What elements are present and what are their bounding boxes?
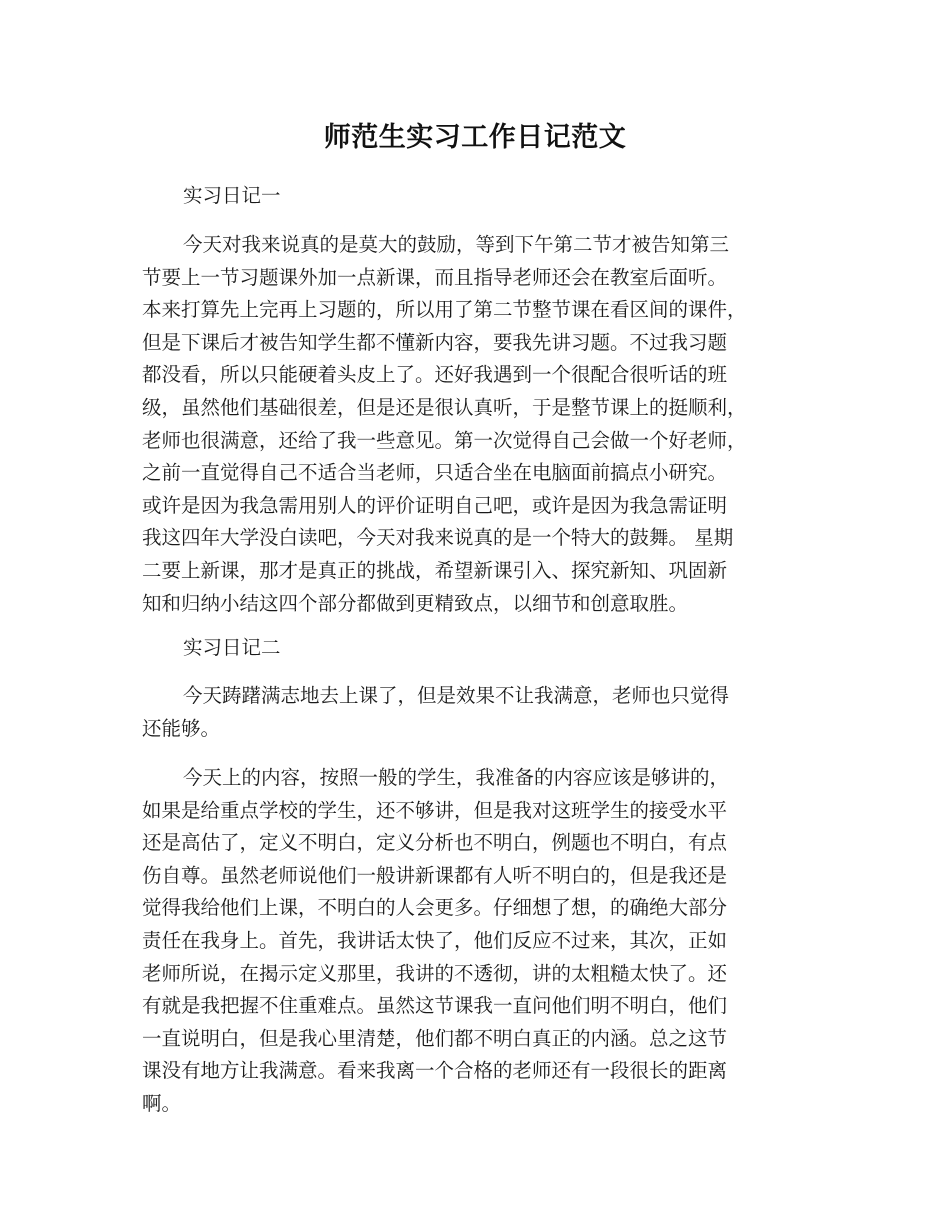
paragraph-line: 级，虽然他们基础很差，但是还是很认真听，于是整节课上的挺顺利， — [142, 395, 747, 419]
diary-two-heading: 实习日记二 — [183, 636, 281, 659]
paragraph-line: 今天对我来说真的是莫大的鼓励，等到下午第二节才被告知第三 — [183, 233, 730, 256]
paragraph-line: 二要上新课，那才是真正的挑战，希望新课引入、探究新知、巩固新 — [142, 558, 728, 582]
paragraph-line: 之前一直觉得自己不适合当老师，只适合坐在电脑面前搞点小研究。 — [142, 461, 728, 485]
paragraph-line: 或许是因为我急需用别人的评价证明自己吧，或许是因为我急需证明 — [142, 493, 728, 517]
paragraph-line: 啊。 — [142, 1091, 182, 1115]
paragraph-line: 责任在我身上。首先，我讲话太快了，他们反应不过来，其次，正如 — [142, 928, 728, 952]
paragraph-line: 如果是给重点学校的学生，还不够讲，但是我对这班学生的接受水平 — [142, 798, 728, 822]
paragraph-line: 觉得我给他们上课，不明白的人会更多。仔细想了想，的确绝大部分 — [142, 896, 728, 920]
paragraph-line: 今天踌躇满志地去上课了，但是效果不让我满意，老师也只觉得 — [183, 684, 730, 707]
diary-two-paragraph-2 — [142, 762, 832, 1121]
paragraph-line: 课没有地方让我满意。看来我离一个合格的老师还有一段很长的距离 — [142, 1059, 728, 1083]
paragraph-line: 本来打算先上完再上习题的，所以用了第二节整节课在看区间的课件， — [142, 298, 747, 322]
diary-one-paragraph — [142, 229, 832, 620]
paragraph-line: 老师所说，在揭示定义那里，我讲的不透彻，讲的太粗糙太快了。还 — [142, 961, 728, 985]
diary-two-paragraph-1 — [142, 680, 832, 745]
paragraph-line: 老师也很满意，还给了我一些意见。第一次觉得自己会做一个好老师， — [142, 428, 747, 452]
paragraph-line: 一直说明白，但是我心里清楚，他们都不明白真正的内涵。总之这节 — [142, 1026, 728, 1050]
paragraph-line: 但是下课后才被告知学生都不懂新内容，要我先讲习题。不过我习题 — [142, 330, 728, 354]
paragraph-line: 伤自尊。虽然老师说他们一般讲新课都有人听不明白的，但是我还是 — [142, 863, 728, 887]
paragraph-line: 还能够。 — [142, 716, 221, 740]
paragraph-line: 我这四年大学没白读吧，今天对我来说真的是一个特大的鼓舞。 星期 — [142, 526, 734, 550]
paragraph-line: 知和归纳小结这四个部分都做到更精致点，以细节和创意取胜。 — [142, 591, 689, 615]
paragraph-line: 还是高估了，定义不明白，定义分析也不明白，例题也不明白，有点 — [142, 831, 728, 855]
paragraph-line: 节要上一节习题课外加一点新课，而且指导老师还会在教室后面听。 — [142, 265, 728, 289]
diary-one-heading: 实习日记一 — [183, 184, 281, 207]
paragraph-line: 今天上的内容，按照一般的学生，我准备的内容应该是够讲的， — [183, 766, 730, 789]
document-title: 师范生实习工作日记范文 — [323, 122, 627, 153]
paragraph-line: 有就是我把握不住重难点。虽然这节课我一直问他们明不明白，他们 — [142, 994, 728, 1018]
paragraph-line: 都没看，所以只能硬着头皮上了。还好我遇到一个很配合很听话的班 — [142, 363, 728, 387]
